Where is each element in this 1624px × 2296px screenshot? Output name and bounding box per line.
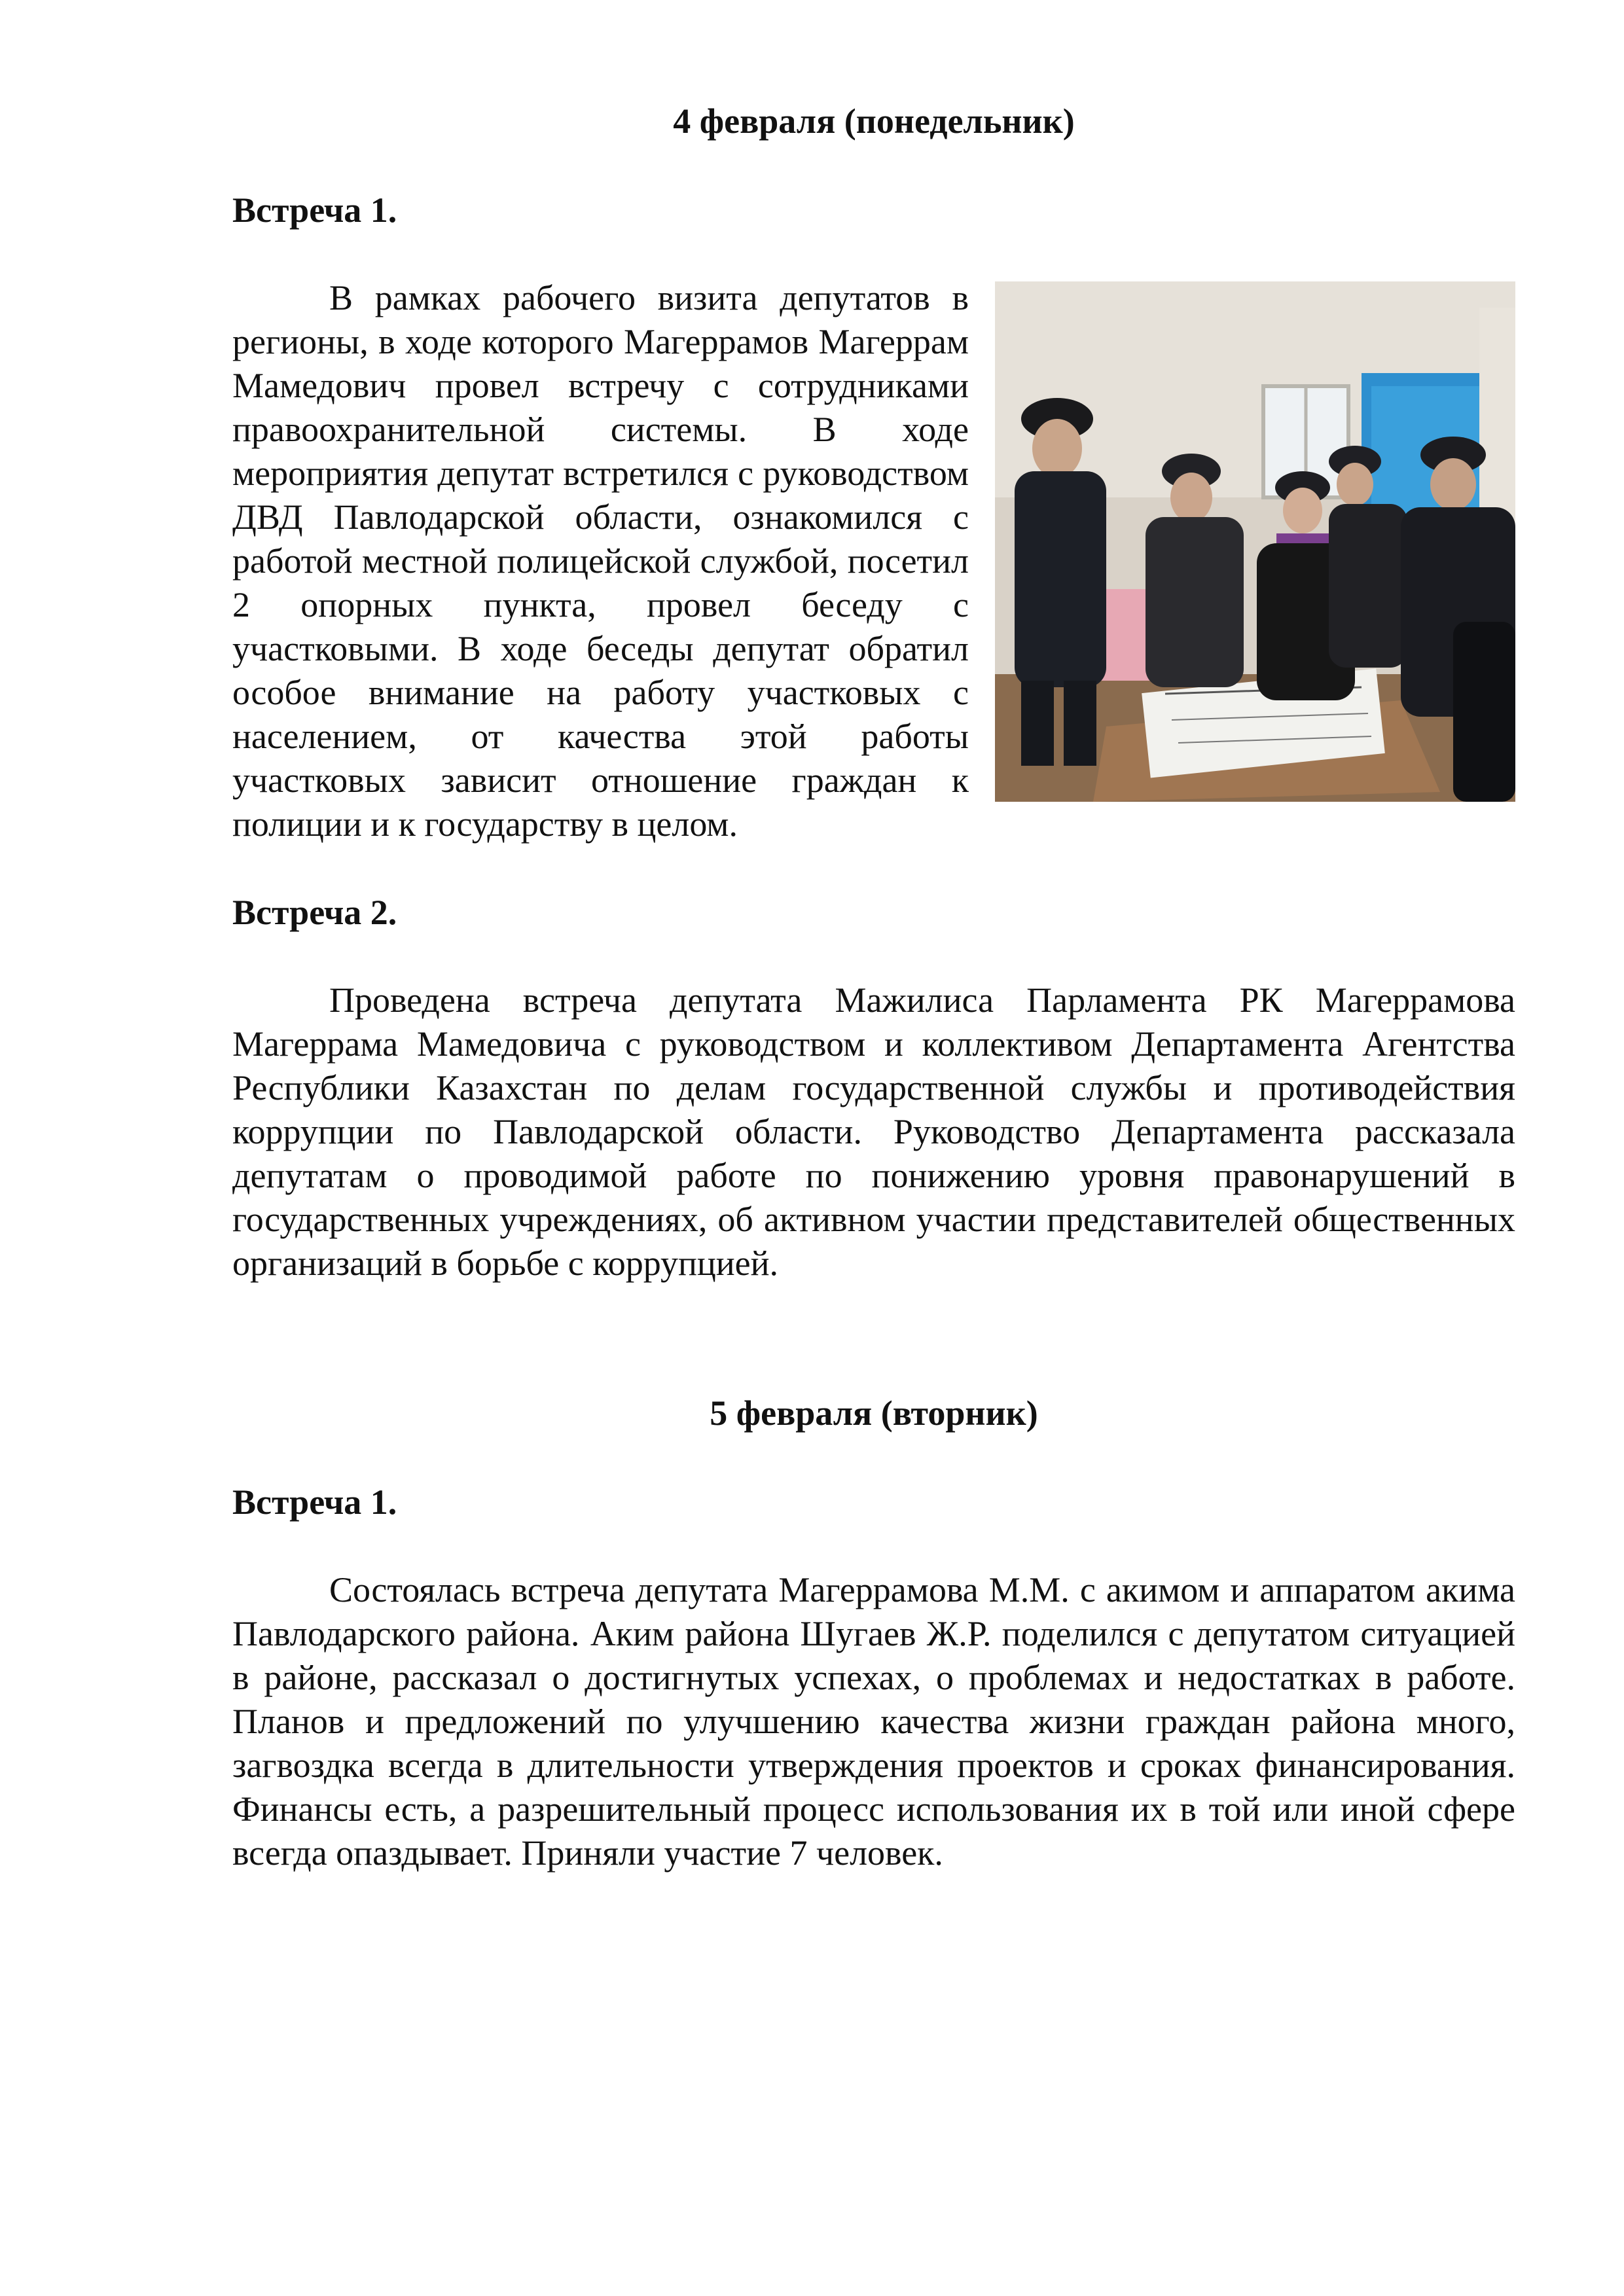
document-page [232,98,1515,1875]
meeting-3-text: Состоялась встреча депутата Магеррамова М.М. с акимом и аппаратом акима Павлодарского района. Аким района Шугаев Ж.Р. поделился с депутатом ситуацией в районе, рассказал о достигнутых успехах, о проблемах и недостатках в работе. Планов и предложений по улучшению качества жизни граждан района много, загвоздка всегда в длительности утверждения проектов и сроках финансирования. Финансы есть, а разрешительный процесс использования их в той или иной сфере всегда опаздывает. Приняли участие 7 человек. [232,1570,1515,1873]
day-heading-feb-5: 5 февраля (вторник) [710,1393,1038,1433]
day-heading-feb-4: 4 февраля (понедельник) [673,101,1075,141]
meeting-photo-image [995,281,1515,802]
meeting-2-heading: Встреча 2. [232,893,397,932]
meeting-2-text: Проведена встреча депутата Мажилиса Парламента РК Магеррамова Магеррама Мамедовича с руководством и коллективом Департамента Агентства Республики Казахстан по делам государственной службы и противодействия коррупции по Павлодарской области. Руководство Департамента рассказала депутатам о проводимой работе по понижению уровня правонарушений в государственных учреждениях, об активном участии представителей общественных организаций в борьбе с коррупцией. [232,980,1515,1283]
meeting-1-heading: Встреча 1. [232,190,397,230]
meeting-photo [995,281,1515,802]
meeting-1-text: В рамках рабочего визита депутатов в регионы, в ходе которого Магеррамов Магеррам Мамедович провел встречу с сотрудниками правоохранительной системы. В ходе мероприятия депутат встретился с руководством ДВД Павлодарской области, ознакомился с работой местной полицейской службой, посетил 2 опорных пункта, провел беседу с участковыми. В ходе беседы депутат обратил особое внимание на работу участковых с населением, от качества этой работы участковых зависит отношение граждан к полиции и к государству в целом. [232,278,969,844]
meeting-3-heading: Встреча 1. [232,1482,397,1522]
